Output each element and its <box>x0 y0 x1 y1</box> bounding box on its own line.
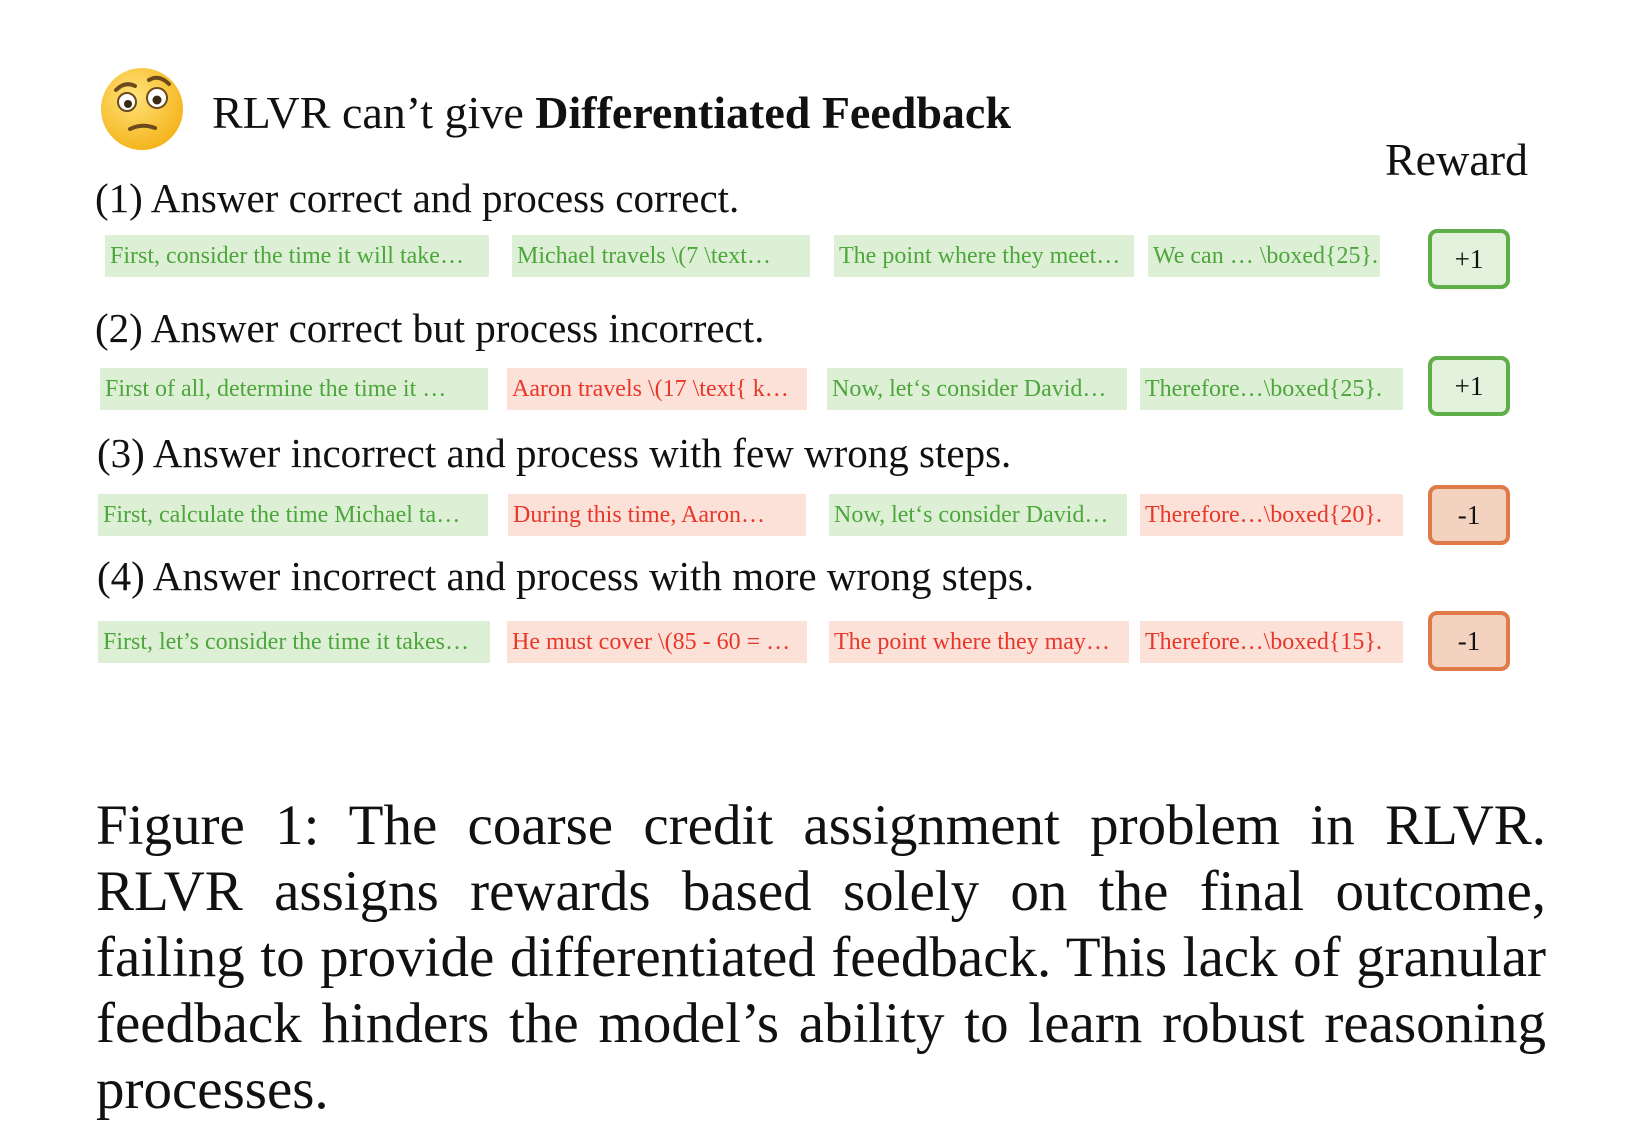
case-2-step-2: Aaron travels \(17 \text{ k… <box>507 368 807 410</box>
case-2-step-4: Therefore…\boxed{25}. <box>1140 368 1403 410</box>
case-2-reward-badge: +1 <box>1428 356 1510 416</box>
reward-column-header: Reward <box>1385 134 1529 185</box>
case-2-label: (2) Answer correct but process incorrect. <box>95 305 765 351</box>
case-4-step-1: First, let’s consider the time it takes… <box>98 621 490 663</box>
case-4-reward-badge: -1 <box>1428 611 1510 671</box>
figure-caption: Figure 1: The coarse credit assignment problem in RLVR. RLVR assigns rewards based solely on the final outcome, failing to provide differentiated feedback. This lack of granular feedback hinders the model’s ability to learn robust reasoning processes. <box>96 794 1546 1121</box>
case-4-step-4: Therefore…\boxed{15}. <box>1140 621 1403 663</box>
case-3-reward-badge: -1 <box>1428 485 1510 545</box>
case-1-step-2: Michael travels \(7 \text… <box>512 235 810 277</box>
case-1-step-3: The point where they meet… <box>834 235 1134 277</box>
case-3-step-3: Now, let‘s consider David… <box>829 494 1127 536</box>
case-3-step-2: During this time, Aaron… <box>508 494 806 536</box>
case-4-step-2: He must cover \(85 - 60 = … <box>507 621 807 663</box>
case-1-step-1: First, consider the time it will take… <box>105 235 489 277</box>
figure-title: RLVR can’t give Differentiated Feedback <box>212 87 1011 138</box>
case-2-step-1: First of all, determine the time it … <box>100 368 488 410</box>
raised-eyebrow-face-icon <box>99 66 185 152</box>
case-1-label: (1) Answer correct and process correct. <box>95 175 740 221</box>
case-4-step-3: The point where they may… <box>829 621 1129 663</box>
case-3-label: (3) Answer incorrect and process with few wrong steps. <box>97 430 1012 476</box>
case-1-reward-badge: +1 <box>1428 229 1510 289</box>
case-4-label: (4) Answer incorrect and process with more wrong steps. <box>97 553 1035 599</box>
case-3-step-1: First, calculate the time Michael ta… <box>98 494 488 536</box>
case-3-step-4: Therefore…\boxed{20}. <box>1140 494 1403 536</box>
case-1-step-4: We can … \boxed{25}. <box>1148 235 1380 277</box>
case-2-step-3: Now, let‘s consider David… <box>827 368 1127 410</box>
